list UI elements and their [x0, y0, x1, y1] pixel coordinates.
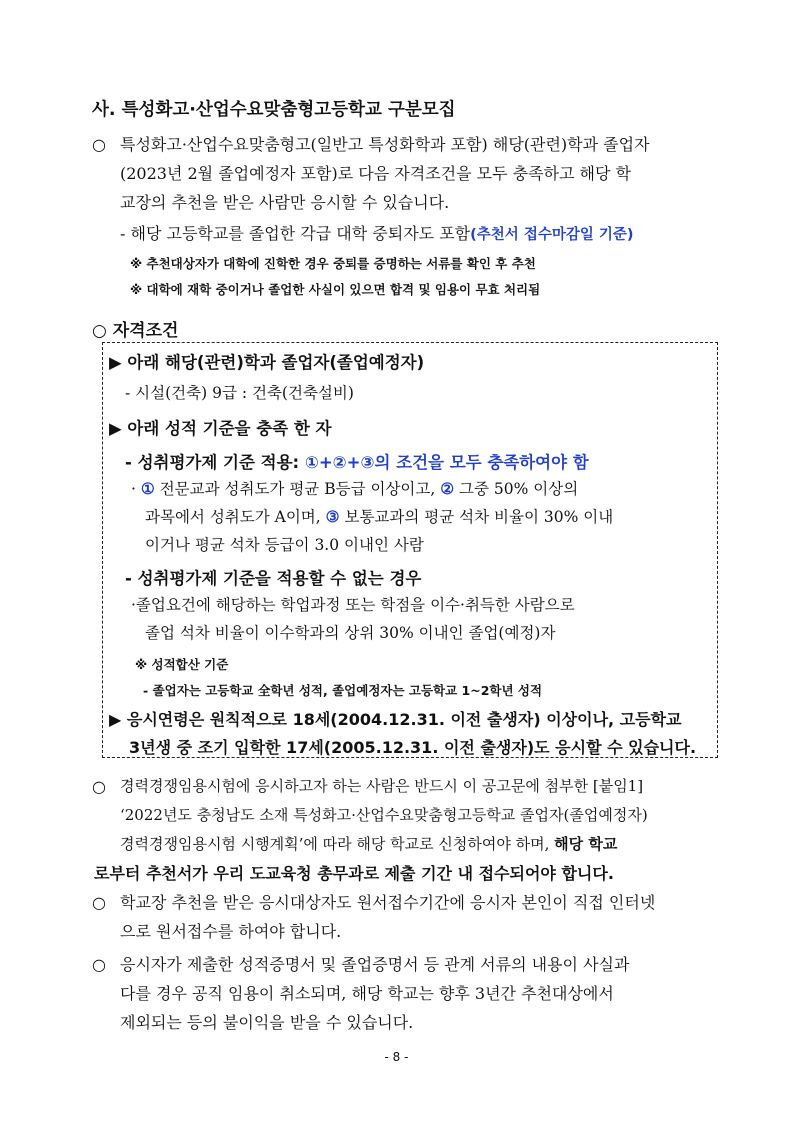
circled-number: ① — [140, 479, 155, 498]
criteria-seg: 과목에서 성취도가 A이며, — [145, 508, 326, 526]
recommend-note: ※ 추천대상자가 대학에 진학한 경우 중퇴를 증명하는 서류를 확인 후 추천 — [130, 256, 536, 271]
criteria-seg: · — [131, 480, 141, 498]
criteria-seg: 그중 50% 이상의 — [454, 480, 579, 498]
score-note-detail: - 졸업자는 고등학교 全학년 성적, 졸업예정자는 고등학교 1~2학년 성적 — [143, 683, 543, 698]
text-line: ‘2022년도 충청남도 소재 특성화고·산업수요맞춤형고등학교 졸업자(졸업예정자) — [120, 806, 648, 824]
dept-heading: ▶ 아래 해당(관련)학과 졸업자(졸업예정자) — [109, 353, 425, 372]
paragraph-online-application — [92, 888, 732, 946]
text-line: 경력경쟁임용시험에 응시하고자 하는 사람은 반드시 이 공고문에 첨부한 [붙임1] — [120, 777, 644, 795]
invalid-note: ※ 대학에 재학 중이거나 졸업한 사실이 있으면 합격 및 임용이 무효 처리됨 — [130, 282, 541, 297]
criteria-highlight: ①+②+③의 조건을 모두 충족하여야 함 — [304, 453, 589, 472]
circle-bullet-icon: ○ — [92, 777, 106, 796]
criteria-line-2 — [145, 505, 613, 527]
text-seg: 경력경쟁임용시험 시행계획’에 따라 해당 학교로 신청하여야 하며, — [120, 835, 555, 853]
text-line: 으로 원서접수를 하여야 합니다. — [120, 922, 342, 941]
dropout-note — [120, 221, 634, 244]
criteria-line-3: 이거나 평균 석차 등급이 3.0 이내인 사람 — [145, 536, 424, 554]
criteria-seg: 전문교과 성취도가 평균 B등급 이상이고, — [154, 480, 441, 498]
text-line: 교장의 추천을 받은 사람만 응시할 수 있습니다. — [120, 193, 450, 212]
alt-heading: - 성취평가제 기준을 적용할 수 없는 경우 — [125, 569, 422, 588]
text-line — [120, 830, 732, 859]
circled-number: ② — [440, 479, 455, 498]
criteria-line-1 — [131, 477, 578, 499]
page-number: - 8 - — [384, 1050, 409, 1064]
text-line: 다를 경우 공직 임용이 취소되며, 해당 학교는 향후 3년간 추천대상에서 — [120, 984, 614, 1003]
dept-line: - 시설(건축) 9급 : 건축(건축설비) — [125, 384, 354, 402]
age-line-1: ▶ 응시연령은 원칙적으로 18세(2004.12.31. 이전 출생자) 이상이나, 고등학교 — [109, 710, 682, 729]
criteria-seg: 보통교과의 평균 석차 비율이 30% 이내 — [339, 508, 614, 526]
qualification-box — [102, 342, 718, 758]
circle-bullet-icon: ○ — [92, 135, 106, 154]
paragraph-eligibility — [92, 130, 732, 217]
text-line: 특성화고·산업수요맞춤형고(일반고 특성화학과 포함) 해당(관련)학과 졸업자 — [120, 135, 650, 154]
text-line: 제외되는 등의 불이익을 받을 수 있습니다. — [120, 1013, 414, 1032]
paragraph-penalty — [92, 950, 732, 1037]
text-seg-bold: 해당 학교 — [554, 835, 618, 853]
grade-heading: ▶ 아래 성적 기준을 충족 한 자 — [109, 419, 332, 438]
text-line-bold: 로부터 추천서가 우리 도교육청 총무과로 제출 기간 내 접수되어야 합니다. — [94, 864, 614, 883]
circle-bullet-icon: ○ — [92, 893, 106, 912]
circle-bullet-icon: ○ — [92, 955, 106, 974]
alt-line-1: ·졸업요건에 해당하는 학업과정 또는 학점을 이수·취득한 사람으로 — [131, 596, 575, 614]
age-line-2: 3년생 중 조기 입학한 17세(2005.12.31. 이전 출생자)도 응시할 수 있습니다. — [129, 738, 697, 757]
text-line: 학교장 추천을 받은 응시대상자도 원서접수기간에 응시자 본인이 직접 인터넷 — [120, 893, 656, 912]
section-title: 사. 특성화고·산업수요맞춤형고등학교 구분모집 — [92, 100, 456, 120]
dropout-text: - 해당 고등학교를 졸업한 각급 대학 중퇴자도 포함 — [120, 224, 471, 243]
criteria-label-text: - 성취평가제 기준 적용: — [125, 453, 305, 472]
qualification-heading: ○ 자격조건 — [92, 321, 179, 341]
circled-number: ③ — [325, 507, 340, 526]
score-note-heading: ※ 성적합산 기준 — [135, 657, 229, 672]
deadline-highlight: (추천서 접수마감일 기준) — [470, 227, 634, 243]
paragraph-application — [92, 772, 732, 888]
criteria-label — [125, 449, 589, 473]
text-line: (2023년 2월 졸업예정자 포함)로 다음 자격조건을 모두 충족하고 해당 학 — [120, 164, 632, 183]
text-line: 응시자가 제출한 성적증명서 및 졸업증명서 등 관계 서류의 내용이 사실과 — [120, 955, 630, 974]
alt-line-2: 졸업 석차 비율이 이수학과의 상위 30% 이내인 졸업(예정)자 — [145, 624, 556, 642]
